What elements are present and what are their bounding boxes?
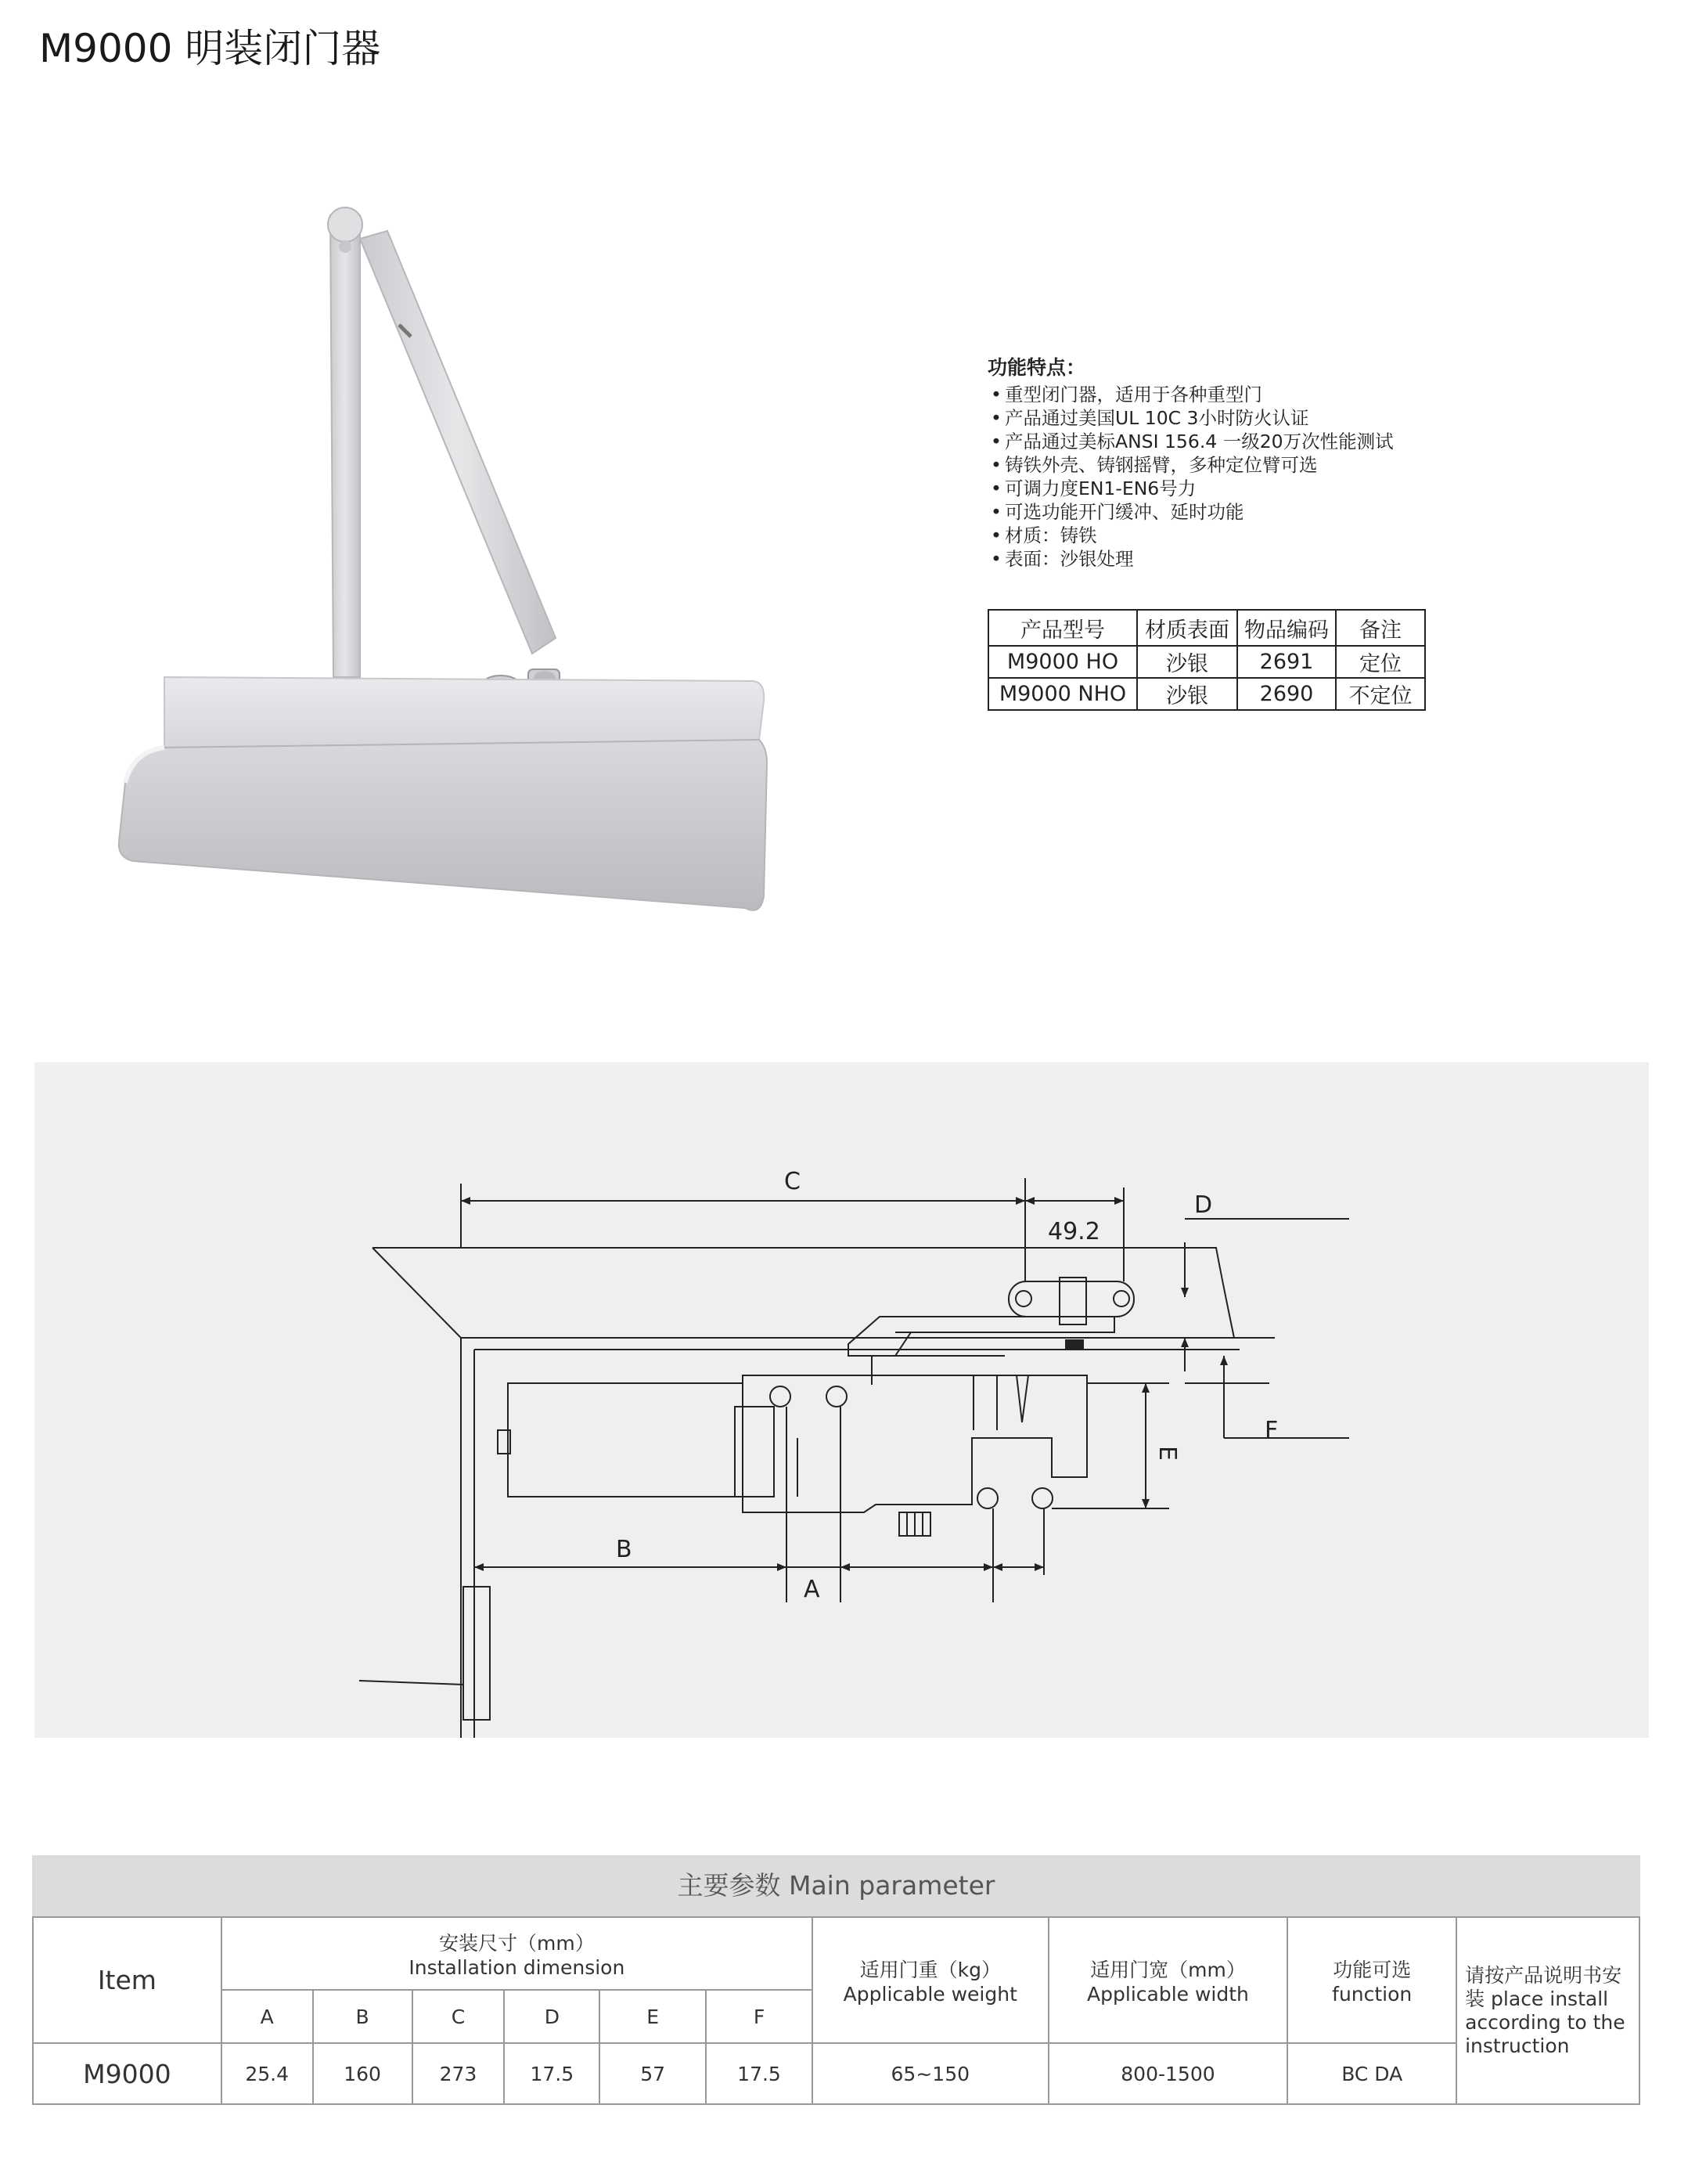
table-row: [33, 2043, 1639, 2104]
table-cell: 2690: [1237, 678, 1336, 710]
function-cell: BC DA: [1287, 2043, 1456, 2104]
dim-cell: 25.4: [221, 2043, 313, 2104]
feature-item: • 可调力度EN1-EN6号力: [988, 477, 1473, 500]
dim-letter: F: [706, 1990, 812, 2043]
closer-arm: [328, 207, 607, 700]
table-cell: 沙银: [1137, 678, 1237, 710]
table-row: [988, 646, 1425, 678]
feature-item: • 产品通过美标ANSI 156.4 一级20万次性能测试: [988, 430, 1473, 453]
features-list: [988, 383, 1473, 571]
feature-item: • 表面：沙银处理: [988, 547, 1473, 571]
header-cell: 材质表面: [1137, 610, 1237, 646]
dim-letter: C: [412, 1990, 505, 2043]
table-cell: M9000 NHO: [988, 678, 1137, 710]
dim-cell: 57: [599, 2043, 706, 2104]
dim-cell: 17.5: [706, 2043, 812, 2104]
width-en: Applicable width: [1087, 1983, 1249, 2006]
install-note: 请按产品说明书安装 place install according to the instruction: [1456, 1917, 1639, 2104]
features-heading: 功能特点：: [988, 356, 1086, 379]
dim-label-e: E: [1154, 1446, 1181, 1461]
feature-item: • 重型闭门器，适用于各种重型门: [988, 383, 1473, 406]
dim-cell: 273: [412, 2043, 505, 2104]
weight-en: Applicable weight: [843, 1983, 1017, 2006]
weight-cell: 65~150: [812, 2043, 1049, 2104]
dim-label-f: F: [1265, 1417, 1279, 1444]
install-dimension-header: [221, 1917, 812, 1990]
weight-header: [812, 1917, 1049, 2043]
weight-cn: 适用门重（kg）: [859, 1959, 1001, 1981]
table-cell: M9000 HO: [988, 646, 1137, 678]
feature-item: • 材质：铸铁: [988, 524, 1473, 547]
install-en: Installation dimension: [409, 1956, 625, 1979]
feature-item: • 产品通过美国UL 10C 3小时防火认证: [988, 406, 1473, 430]
dim-cell: 160: [313, 2043, 412, 2104]
feature-item: • 可选功能开门缓冲、延时功能: [988, 500, 1473, 524]
table-cell: 沙银: [1137, 646, 1237, 678]
table-cell: 2691: [1237, 646, 1336, 678]
width-cn: 适用门宽（mm）: [1090, 1959, 1246, 1981]
installation-drawing-panel: [34, 1062, 1649, 1738]
main-parameter-section: [32, 1855, 1640, 2089]
feature-item: • 铸铁外壳、铸钢摇臂，多种定位臂可选: [988, 453, 1473, 477]
door-closer-product-image: [102, 200, 790, 943]
closer-body: [119, 677, 767, 910]
dim-label-b: B: [616, 1536, 632, 1563]
function-header: [1287, 1917, 1456, 2043]
dim-letter: E: [599, 1990, 706, 2043]
item-header: Item: [33, 1917, 221, 2043]
dim-label-49: 49.2: [1048, 1218, 1100, 1245]
main-parameter-title: 主要参数 Main parameter: [32, 1855, 1640, 1916]
model-spec-table: [988, 609, 1426, 711]
table-row: [988, 678, 1425, 710]
dim-label-a: A: [804, 1576, 820, 1603]
function-cn: 功能可选: [1333, 1959, 1412, 1981]
header-cell: 物品编码: [1237, 610, 1336, 646]
item-cell: M9000: [33, 2043, 221, 2104]
dim-letter: B: [313, 1990, 412, 2043]
dim-letter: A: [221, 1990, 313, 2043]
main-parameter-table: [32, 1916, 1640, 2105]
dim-cell: 17.5: [504, 2043, 599, 2104]
table-cell: 不定位: [1336, 678, 1425, 710]
width-cell: 800-1500: [1049, 2043, 1288, 2104]
table-cell: 定位: [1336, 646, 1425, 678]
header-cell: 产品型号: [988, 610, 1137, 646]
function-en: function: [1332, 1983, 1413, 2006]
page-title: M9000 明装闭门器: [39, 26, 381, 71]
dim-letter: D: [504, 1990, 599, 2043]
width-header: [1049, 1917, 1288, 2043]
installation-drawing: [34, 1062, 1649, 1738]
dim-label-c: C: [784, 1168, 801, 1195]
header-cell: 备注: [1336, 610, 1425, 646]
features-section: [988, 356, 1473, 571]
table-header-row: [33, 1917, 1639, 1990]
install-cn: 安装尺寸（mm）: [438, 1932, 595, 1955]
dim-label-d: D: [1194, 1191, 1213, 1219]
table-header-row: [988, 610, 1425, 646]
